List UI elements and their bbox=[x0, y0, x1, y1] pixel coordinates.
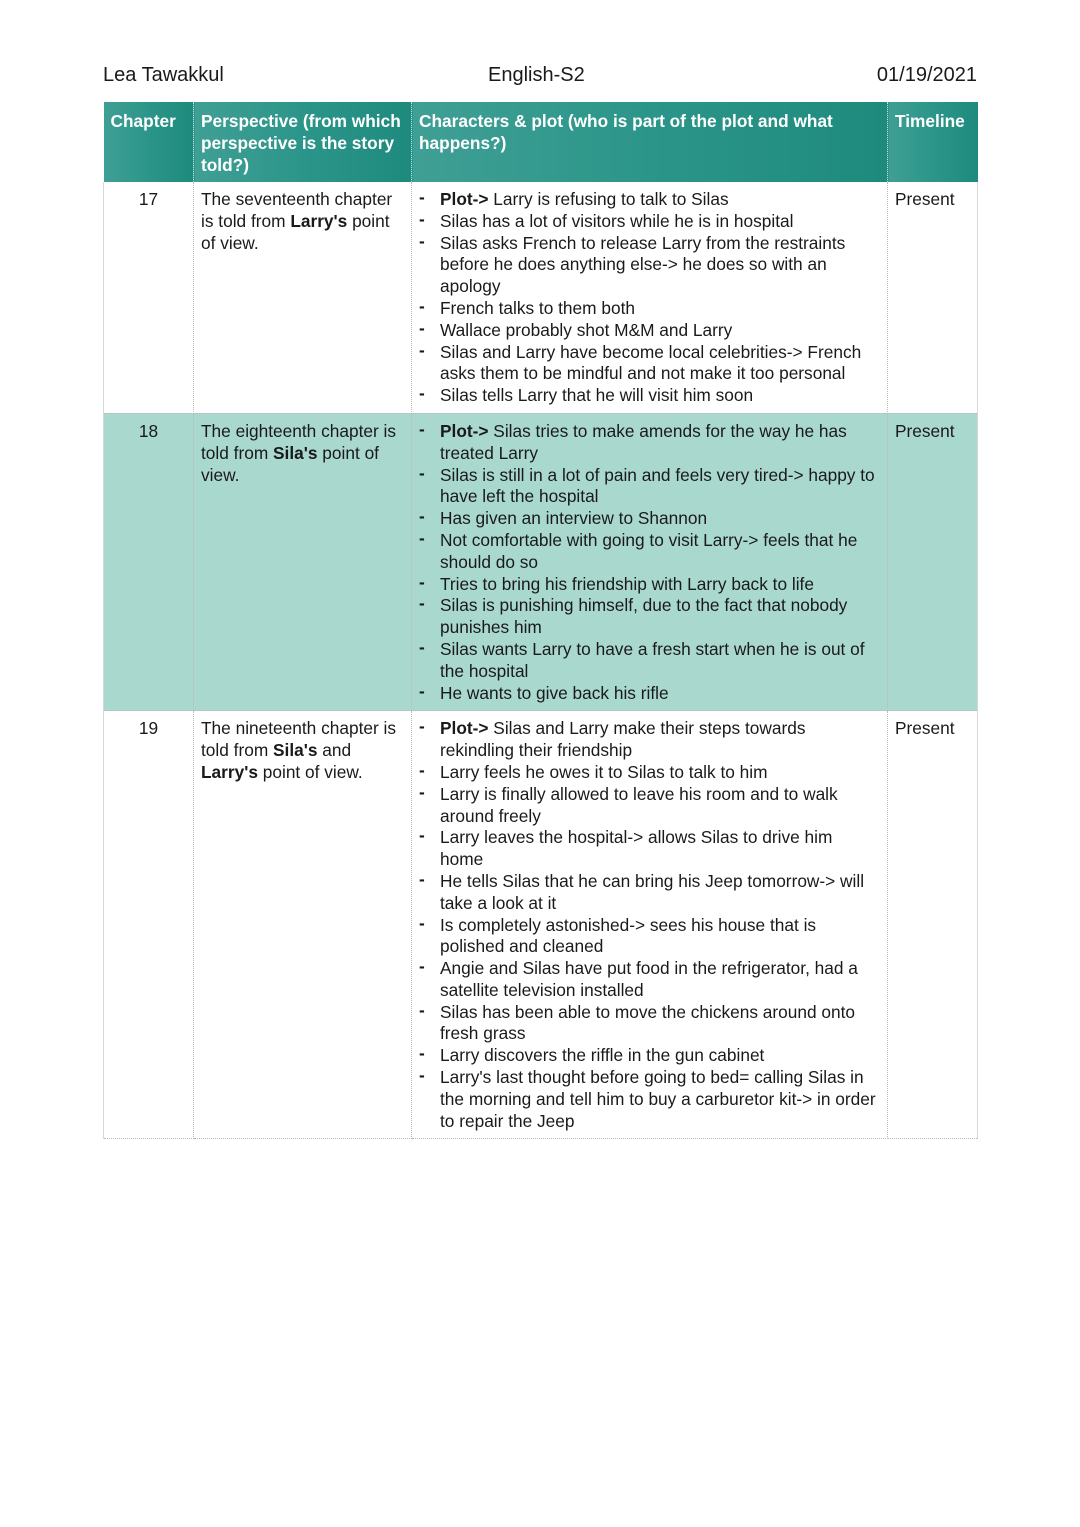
plot-summary-item bbox=[419, 421, 880, 465]
column-header-plot: Characters & plot (who is part of the plot and what happens?) bbox=[412, 102, 888, 182]
plot-label: Plot-> bbox=[440, 718, 489, 739]
plot-item: - French talks to them both bbox=[419, 298, 880, 320]
plot-item: - Larry discovers the riffle in the gun cabinet bbox=[419, 1045, 880, 1067]
perspective-cell bbox=[194, 413, 412, 710]
plot-summary: Larry is refusing to talk to Silas bbox=[488, 189, 729, 209]
plot-item: - Silas is punishing himself, due to the fact that nobody punishes him bbox=[419, 595, 880, 639]
plot-item: - Silas wants Larry to have a fresh start when he is out of the hospital bbox=[419, 639, 880, 683]
plot-item: - Larry feels he owes it to Silas to talk to him bbox=[419, 762, 880, 784]
subject-title: English-S2 bbox=[488, 64, 585, 86]
plot-item: - Silas has a lot of visitors while he is in hospital bbox=[419, 211, 880, 233]
chapter-number: 18 bbox=[104, 413, 194, 710]
perspective-narrator: Sila's bbox=[273, 740, 318, 761]
table-row-chapter-18 bbox=[104, 413, 978, 710]
column-header-perspective: Perspective (from which perspective is the story told?) bbox=[194, 102, 412, 182]
perspective-cell bbox=[194, 182, 412, 413]
chapter-number: 19 bbox=[104, 711, 194, 1139]
plot-item: - Silas and Larry have become local celebrities-> French asks them to be mindful and not make it too personal bbox=[419, 342, 880, 386]
perspective-text: point of view. bbox=[201, 442, 379, 485]
plot-cell bbox=[412, 711, 888, 1139]
plot-cell bbox=[412, 413, 888, 710]
plot-item: - Angie and Silas have put food in the refrigerator, had a satellite television installed bbox=[419, 958, 880, 1002]
plot-summary: Silas tries to make amends for the way he has treated Larry bbox=[440, 420, 847, 463]
plot-item: - Tries to bring his friendship with Larry back to life bbox=[419, 574, 880, 596]
perspective-narrator: Sila's bbox=[273, 442, 318, 463]
plot-item: - Wallace probably shot M&M and Larry bbox=[419, 320, 880, 342]
plot-item: - Has given an interview to Shannon bbox=[419, 508, 880, 530]
timeline-cell: Present bbox=[888, 711, 978, 1139]
chapter-analysis-table bbox=[103, 102, 978, 1139]
perspective-narrator: Larry's bbox=[201, 761, 258, 782]
table-header bbox=[104, 102, 978, 182]
table-header-row bbox=[104, 102, 978, 182]
plot-item: - Silas tells Larry that he will visit him soon bbox=[419, 385, 880, 407]
plot-label: Plot-> bbox=[440, 189, 489, 209]
plot-item: - He tells Silas that he can bring his Jeep tomorrow-> will take a look at it bbox=[419, 871, 880, 915]
document-date: 01/19/2021 bbox=[876, 64, 977, 86]
plot-list bbox=[419, 718, 880, 1132]
timeline-cell: Present bbox=[888, 182, 978, 413]
plot-item: - Larry is finally allowed to leave his room and to walk around freely bbox=[419, 784, 880, 828]
plot-item: - Not comfortable with going to visit Larry-> feels that he should do so bbox=[419, 530, 880, 574]
perspective-text: The nineteenth chapter is told from bbox=[201, 718, 397, 761]
perspective-text: point of view. bbox=[257, 761, 363, 782]
plot-item: - Silas has been able to move the chickens around onto fresh grass bbox=[419, 1002, 880, 1046]
plot-item: - Larry leaves the hospital-> allows Silas to drive him home bbox=[419, 827, 880, 871]
perspective-text: The eighteenth chapter is told from bbox=[201, 420, 397, 463]
column-header-timeline: Timeline bbox=[888, 102, 978, 182]
plot-list bbox=[419, 189, 880, 407]
perspective-text: The seventeenth chapter is told from bbox=[201, 189, 393, 231]
table-row-chapter-17 bbox=[104, 182, 978, 413]
perspective-text: point of view. bbox=[201, 210, 390, 253]
plot-summary: Silas and Larry make their steps towards rekindling their friendship bbox=[440, 718, 806, 761]
plot-summary-item bbox=[419, 718, 880, 762]
plot-item: - He wants to give back his rifle bbox=[419, 683, 880, 705]
plot-cell bbox=[412, 182, 888, 413]
plot-summary-item bbox=[419, 189, 880, 211]
perspective-narrator: Larry's bbox=[290, 210, 348, 231]
plot-list bbox=[419, 421, 880, 704]
plot-item: - Silas is still in a lot of pain and feels very tired-> happy to have left the hospital bbox=[419, 465, 880, 509]
plot-item: - Larry's last thought before going to bed= calling Silas in the morning and tell him to buy a carburetor kit-> in order to repair the Jeep bbox=[419, 1067, 880, 1132]
plot-item: - Is completely astonished-> sees his house that is polished and cleaned bbox=[419, 915, 880, 959]
perspective-text: and bbox=[317, 740, 352, 761]
perspective-cell bbox=[194, 711, 412, 1139]
table-row-chapter-19 bbox=[104, 711, 978, 1139]
column-header-chapter: Chapter bbox=[104, 102, 194, 182]
plot-item: - Silas asks French to release Larry from the restraints before he does anything else-> he does so with an apology bbox=[419, 233, 880, 298]
author-name: Lea Tawakkul bbox=[103, 64, 224, 86]
timeline-cell: Present bbox=[888, 413, 978, 710]
chapter-number: 17 bbox=[104, 182, 194, 413]
page-header bbox=[103, 64, 977, 92]
plot-label: Plot-> bbox=[440, 420, 489, 441]
